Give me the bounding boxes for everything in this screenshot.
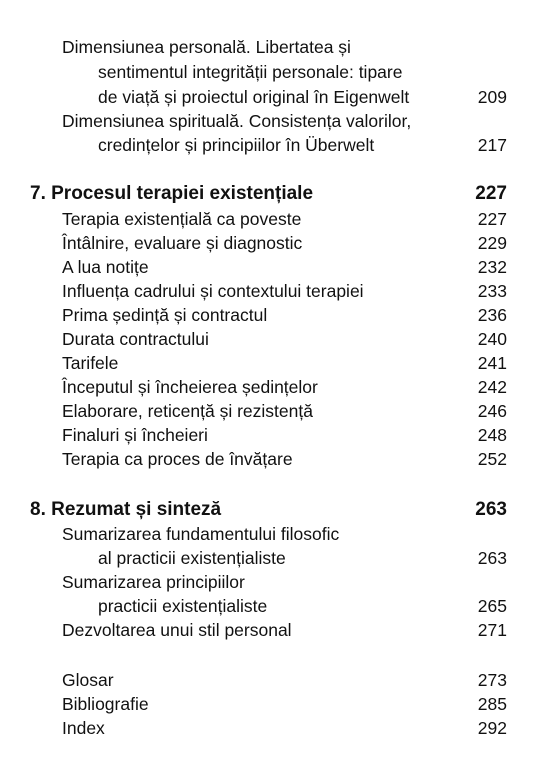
toc-page-number: 242 (477, 377, 507, 397)
toc-page-number: 233 (477, 281, 507, 301)
toc-entry: Întâlnire, evaluare și diagnostic (62, 233, 303, 253)
toc-entry-line: Dimensiunea personală. Libertatea și (62, 37, 351, 57)
toc-entry-line: Dezvoltarea unui stil personal (62, 620, 292, 640)
toc-page-number: 229 (477, 233, 507, 253)
toc-entry-line: Dimensiunea spirituală. Consistența valorilor, (62, 111, 412, 131)
toc-page-number: 236 (477, 305, 507, 325)
toc-entry: Influența cadrului și contextului terapiei (62, 281, 364, 301)
toc-entry-line: de viață și proiectul original în Eigenwelt (98, 87, 410, 107)
toc-entry: A lua notițe (62, 257, 149, 277)
toc-entry-line: Sumarizarea principiilor (62, 572, 245, 592)
toc-entry: Bibliografie (62, 694, 149, 714)
toc-page-number: 271 (477, 620, 507, 640)
toc-entry: Durata contractului (62, 329, 209, 349)
toc-page-number: 217 (477, 135, 507, 155)
toc-entry: Index (62, 718, 105, 738)
toc-entry-line: sentimentul integrității personale: tipare (98, 62, 403, 82)
toc-entry: Începutul și încheierea ședințelor (62, 377, 318, 397)
toc-page-number: 227 (477, 209, 507, 229)
toc-entry: Glosar (62, 670, 114, 690)
toc-page-number: 232 (477, 257, 507, 277)
toc-page-number: 248 (477, 425, 507, 445)
toc-entry: Terapia ca proces de învățare (62, 449, 293, 469)
chapter-heading: 8. Rezumat și sinteză (30, 499, 222, 520)
toc-page-number: 241 (477, 353, 507, 373)
toc-page-number: 209 (477, 87, 507, 107)
toc-page-number: 240 (477, 329, 507, 349)
toc-entry: Tarifele (62, 353, 119, 373)
toc-page-number: 263 (477, 548, 507, 568)
toc-entry: Elaborare, reticență și rezistență (62, 401, 313, 421)
toc-entry-line: Sumarizarea fundamentului filosofic (62, 524, 340, 544)
toc-page-number: 252 (477, 449, 507, 469)
toc-entry: Terapia existențială ca poveste (62, 209, 302, 229)
toc-entry: Prima ședință și contractul (62, 305, 268, 325)
toc-page-number: 265 (477, 596, 507, 616)
toc-entry: Finaluri și încheieri (62, 425, 208, 445)
chapter-heading: 7. Procesul terapiei existențiale (30, 183, 314, 204)
toc-entry-line: credințelor și principiilor în Überwelt (98, 135, 375, 155)
toc-entry-line: al practicii existențialiste (98, 548, 286, 568)
toc-entry-line: practicii existențialiste (98, 596, 268, 616)
toc-page-number: 285 (477, 694, 507, 714)
toc-page-number: 246 (477, 401, 507, 421)
toc-page-number: 273 (477, 670, 507, 690)
toc-page-number: 292 (477, 718, 507, 738)
chapter-page-number: 263 (475, 499, 507, 520)
chapter-page-number: 227 (475, 183, 507, 204)
